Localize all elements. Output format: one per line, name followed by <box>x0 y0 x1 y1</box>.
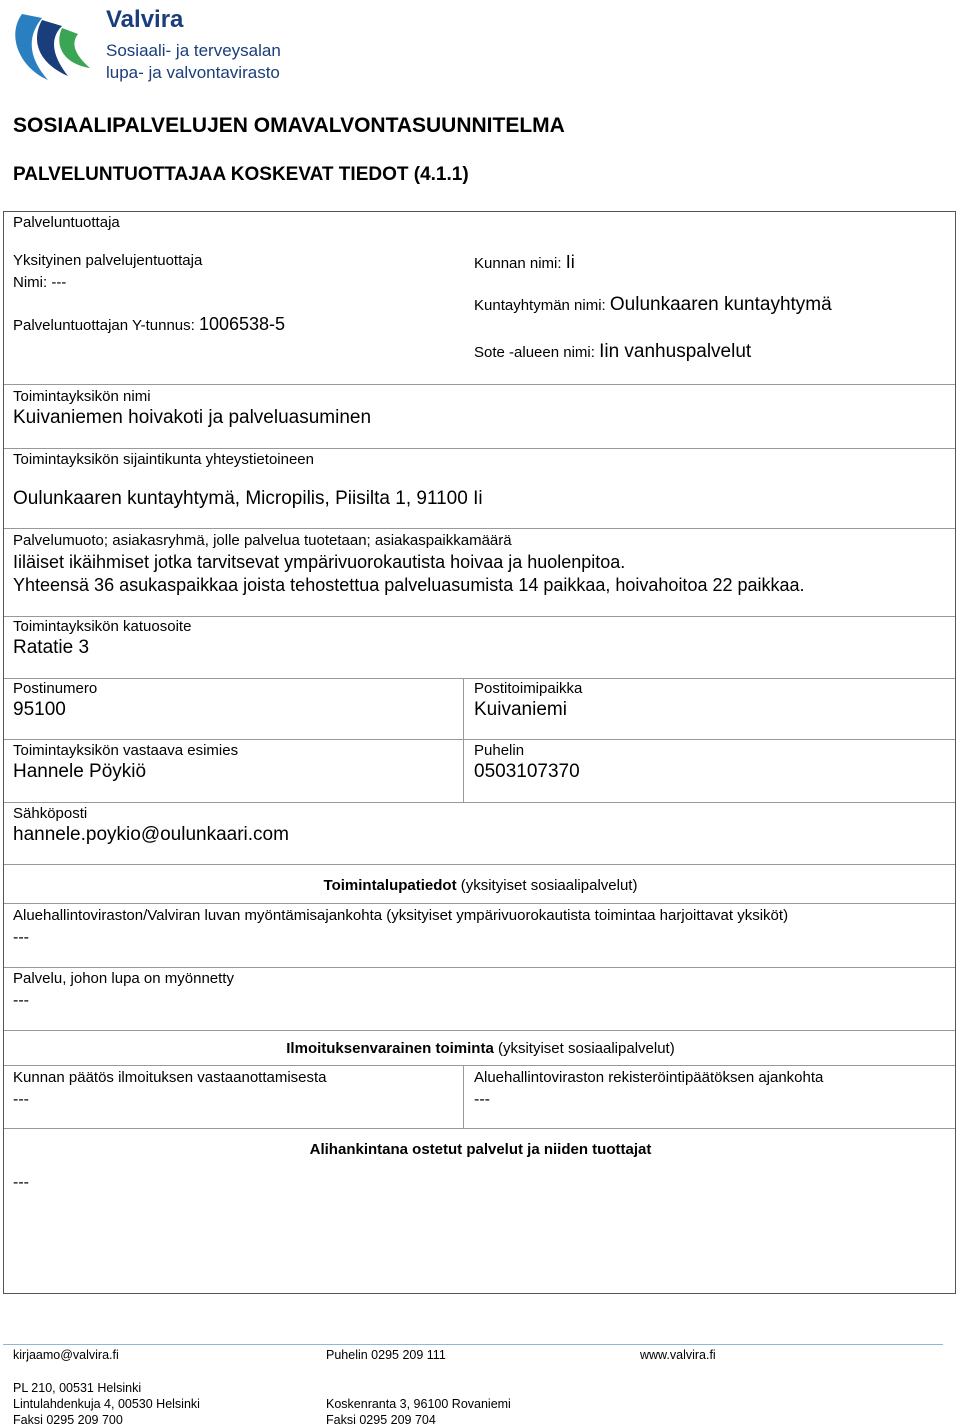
divider <box>4 903 955 904</box>
email-label: Sähköposti <box>13 805 88 822</box>
provider-name-value: --- <box>51 274 67 291</box>
license-date-value: --- <box>13 929 29 946</box>
divider <box>463 739 955 740</box>
unit-name-label: Toimintayksikön nimi <box>13 388 151 405</box>
provider-type: Yksityinen palvelujentuottaja <box>13 252 203 269</box>
sote-label: Sote -alueen nimi: <box>474 344 595 361</box>
notification-heading-bold: Ilmoituksenvarainen toiminta <box>286 1040 494 1057</box>
divider <box>4 528 955 529</box>
logo-line2: lupa- ja valvontavirasto <box>106 63 280 82</box>
footer-address2-line1: Koskenranta 3, 96100 Rovaniemi <box>326 1397 511 1411</box>
unit-location-label: Toimintayksikön sijaintikunta yhteystietoineen <box>13 451 314 468</box>
municipal-decision-label: Kunnan päätös ilmoituksen vastaanottamisesta <box>13 1069 327 1086</box>
column-divider <box>463 678 464 802</box>
sote-field <box>474 341 751 363</box>
divider <box>4 802 955 803</box>
kunta-value: Ii <box>565 252 575 272</box>
city-label: Postitoimipaikka <box>474 680 583 697</box>
valvira-logo-mark-icon <box>12 6 98 86</box>
manager-label: Toimintayksikön vastaava esimies <box>13 742 239 759</box>
footer-divider <box>3 1344 943 1345</box>
phone-value: 0503107370 <box>474 761 580 782</box>
kunta-label: Kunnan nimi: <box>474 255 562 272</box>
provider-ytunnus <box>13 314 285 335</box>
license-service-value: --- <box>13 992 29 1009</box>
license-date-label: Aluehallintoviraston/Valviran luvan myöntämisajankohta (yksityiset ympärivuorokautista toimintaa harjoittavat yksiköt) <box>13 907 789 924</box>
unit-service-line2: Yhteensä 36 asukaspaikkaa joista tehostettua palveluasumista 14 paikkaa, hoivahoitoa 22 paikkaa. <box>13 575 805 595</box>
license-service-label: Palvelu, johon lupa on myönnetty <box>13 970 234 987</box>
divider <box>4 739 463 740</box>
provider-name <box>13 274 66 291</box>
divider <box>4 967 955 968</box>
document-title: SOSIAALIPALVELUJEN OMAVALVONTASUUNNITELMA <box>13 114 565 137</box>
address-label: Toimintayksikön katuosoite <box>13 618 192 635</box>
unit-location-value: Oulunkaaren kuntayhtymä, Micropilis, Piisilta 1, 91100 Ii <box>13 488 483 509</box>
kuntayhtyma-value: Oulunkaaren kuntayhtymä <box>609 294 832 315</box>
divider <box>4 678 955 679</box>
divider <box>4 448 955 449</box>
unit-name-value: Kuivaniemen hoivakoti ja palveluasuminen <box>13 407 372 428</box>
provider-name-label: Nimi: <box>13 274 48 291</box>
sote-value: Iin vanhuspalvelut <box>599 341 752 362</box>
notification-heading-rest: (yksityiset sosiaalipalvelut) <box>493 1040 675 1057</box>
municipal-decision-value: --- <box>13 1091 29 1108</box>
unit-service-line1: Iiläiset ikäihmiset jotka tarvitsevat ympärivuorokautista hoivaa ja huolenpitoa. <box>13 552 626 572</box>
ytunnus-label: Palveluntuottajan Y-tunnus: <box>13 317 195 334</box>
footer-web: www.valvira.fi <box>640 1348 716 1362</box>
ytunnus-value: 1006538-5 <box>198 314 286 334</box>
notification-heading <box>4 1040 957 1057</box>
license-heading <box>4 877 957 894</box>
logo-line1: Sosiaali- ja terveysalan <box>106 41 281 60</box>
license-heading-rest: (yksityiset sosiaalipalvelut) <box>456 877 638 894</box>
email-value: hannele.poykio@oulunkaari.com <box>13 824 289 845</box>
kunta-field <box>474 252 575 273</box>
footer-address1-line2: Lintulahdenkuja 4, 00530 Helsinki <box>13 1397 200 1411</box>
form-frame <box>3 211 956 1294</box>
divider <box>4 1065 955 1066</box>
subcontract-heading: Alihankintana ostetut palvelut ja niiden tuottajat <box>309 1141 652 1158</box>
divider <box>4 384 955 385</box>
footer-address2-line2: Faksi 0295 209 704 <box>326 1413 436 1427</box>
phone-label: Puhelin <box>474 742 525 759</box>
avi-registration-label: Aluehallintoviraston rekisteröintipäätöksen ajankohta <box>474 1069 824 1086</box>
postal-label: Postinumero <box>13 680 98 697</box>
divider <box>4 616 955 617</box>
footer-email: kirjaamo@valvira.fi <box>13 1348 119 1362</box>
column-divider <box>463 1065 464 1128</box>
subcontract-value: --- <box>13 1174 29 1191</box>
footer-address1-line3: Faksi 0295 209 700 <box>13 1413 123 1427</box>
logo-tagline <box>106 40 281 84</box>
city-value: Kuivaniemi <box>474 699 567 720</box>
valvira-logo <box>12 6 302 86</box>
avi-registration-value: --- <box>474 1091 490 1108</box>
license-heading-bold: Toimintalupatiedot <box>323 877 457 894</box>
divider <box>4 1128 955 1129</box>
postal-value: 95100 <box>13 699 66 720</box>
kuntayhtyma-field <box>474 294 832 316</box>
document-subtitle: PALVELUNTUOTTAJAA KOSKEVAT TIEDOT (4.1.1) <box>13 164 469 185</box>
unit-service-label: Palvelumuoto; asiakasryhmä, jolle palvelua tuotetaan; asiakaspaikkamäärä <box>13 532 512 549</box>
footer-phone: Puhelin 0295 209 111 <box>326 1348 446 1362</box>
logo-name: Valvira <box>106 6 184 33</box>
kuntayhtyma-label: Kuntayhtymän nimi: <box>474 297 606 314</box>
provider-header: Palveluntuottaja <box>13 214 120 231</box>
address-value: Ratatie 3 <box>13 637 90 658</box>
divider <box>4 864 955 865</box>
divider <box>4 1030 955 1031</box>
footer-address1-line1: PL 210, 00531 Helsinki <box>13 1381 142 1395</box>
manager-value: Hannele Pöykiö <box>13 761 147 782</box>
